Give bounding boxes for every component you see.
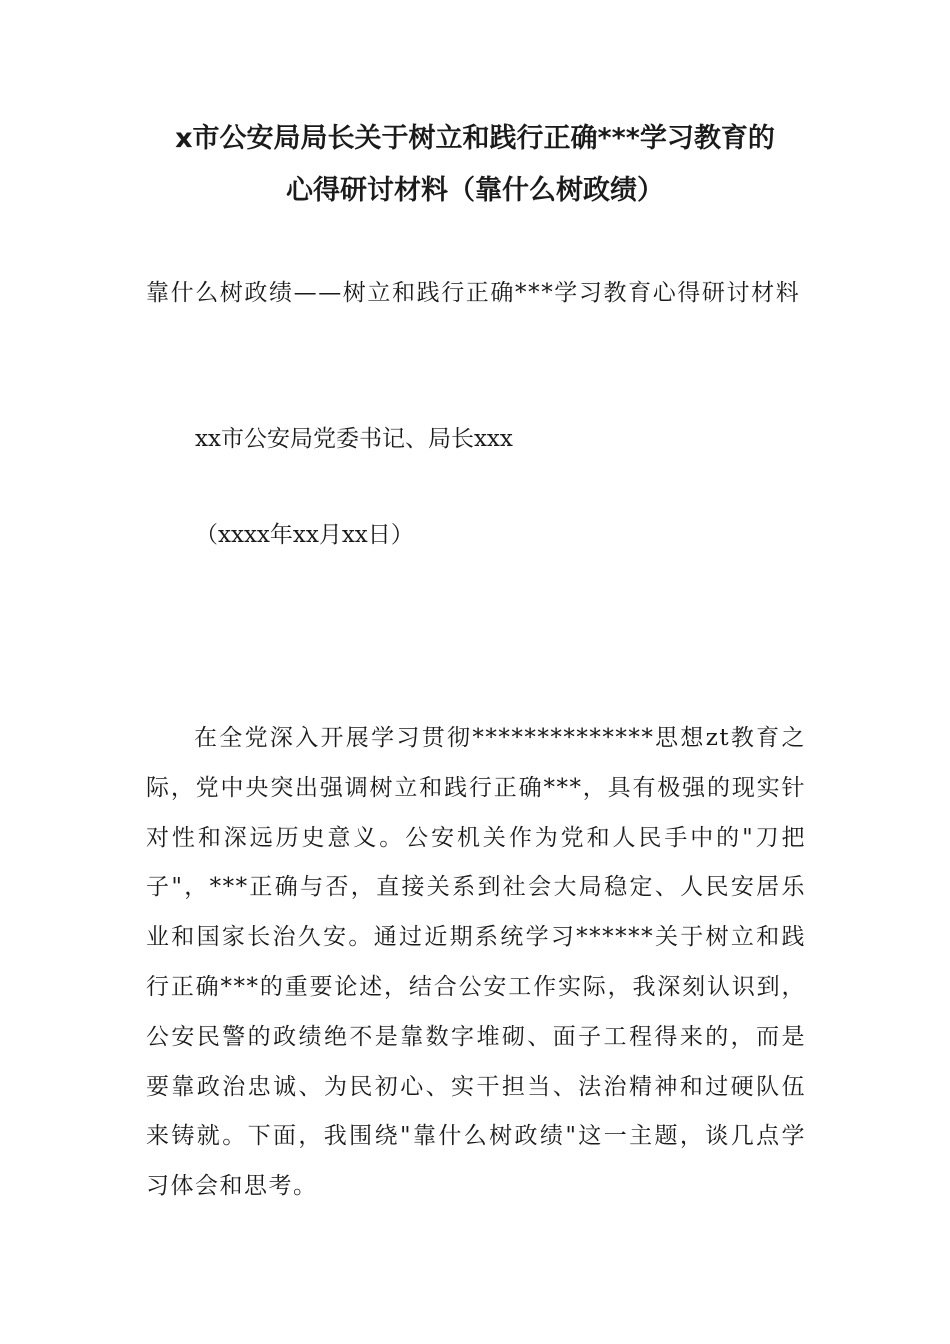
title-line-1: x市公安局局长关于树立和践行正确***学习教育的 [175,123,775,154]
author-line: xx市公安局党委书记、局长xxx [195,426,513,452]
body-paragraph: 在全党深入开展学习贯彻**************思想zt教育之际，党中央突出强调树立和践行正确***，具有极强的现实针对性和深远历史意义。公安机关作为党和人民手中的"刀把子"，***正确与否，直接关系到社会大局稳定、人民安居乐业和国家长治久安。通过近期系统学习******关于树立和践行正确***的重要论述，结合公安工作实际，我深刻认识到，公安民警的政绩绝不是靠数字堆砌、面子工程得来的，而是要靠政治忠诚、为民初心、实干担当、法治精神和过硬队伍来铸就。下面，我围绕"靠什么树政绩"这一主题，谈几点学习体会和思考。 [146,725,806,1200]
document-title [120,113,830,217]
date-line: （xxxx年xx月xx日） [195,522,414,548]
title-line-2: 心得研讨材料（靠什么树政绩） [286,175,664,206]
document-subtitle: 靠什么树政绩——树立和践行正确***学习教育心得研讨材料 [146,280,801,306]
